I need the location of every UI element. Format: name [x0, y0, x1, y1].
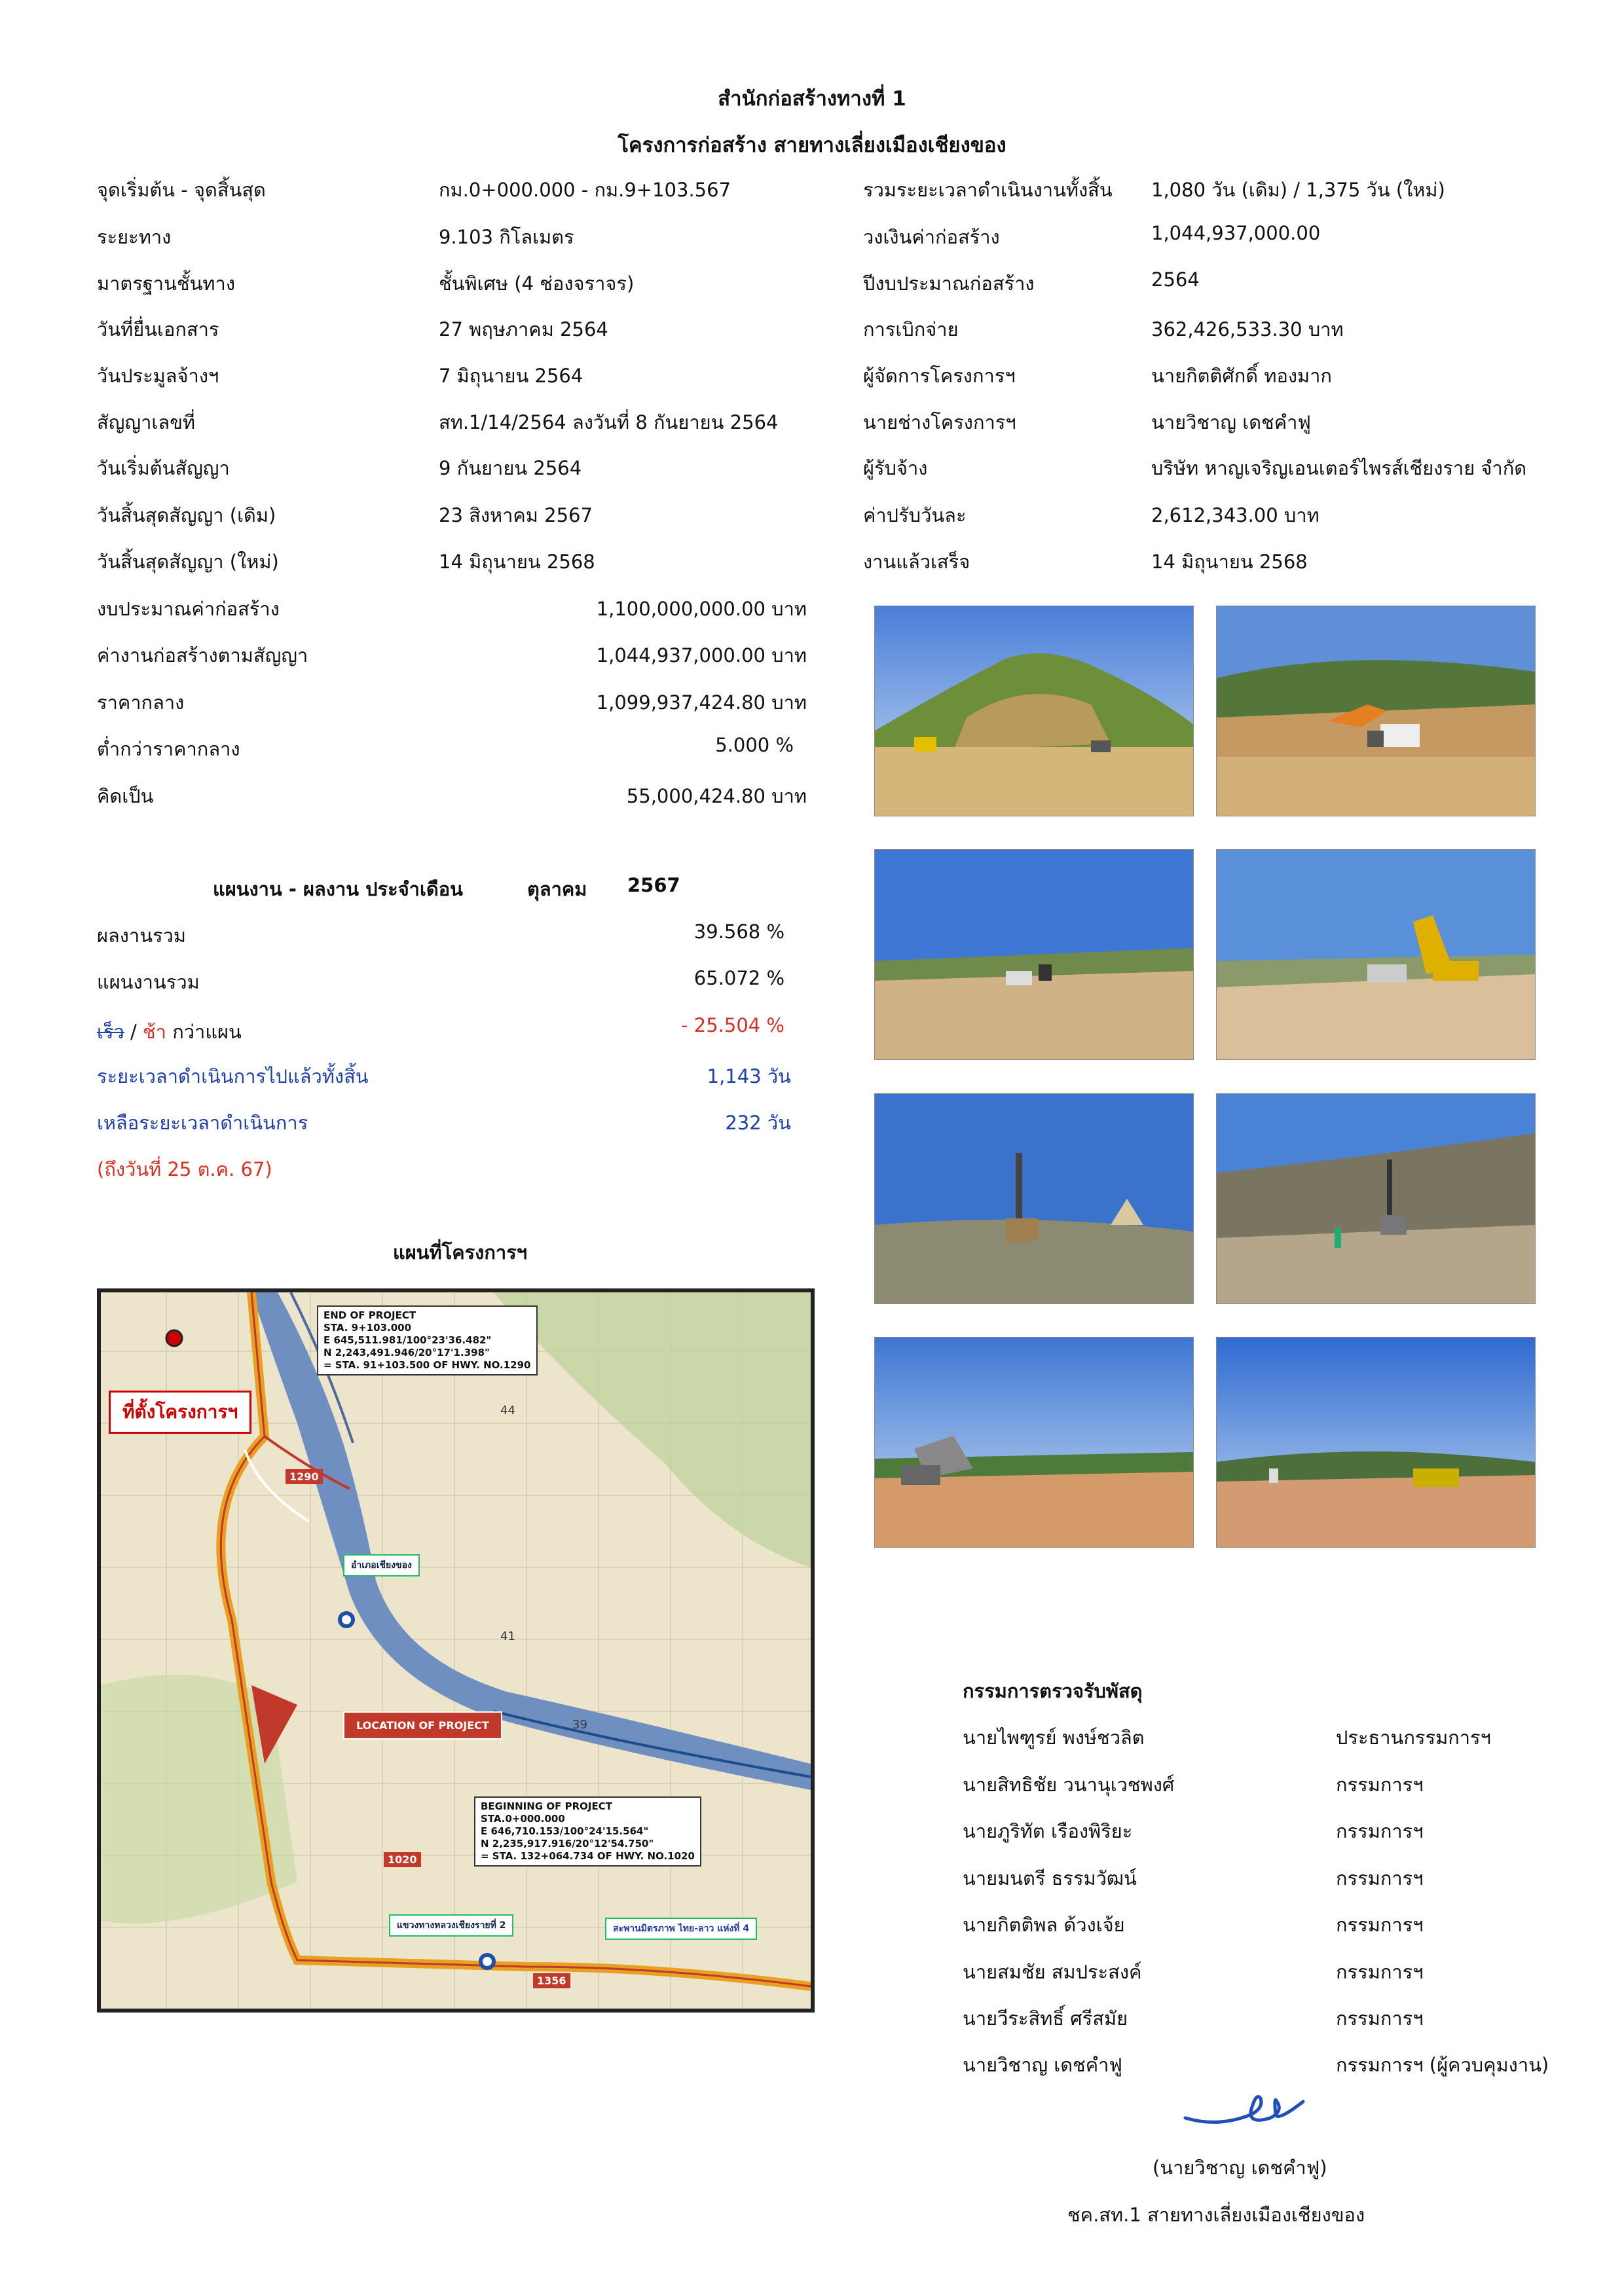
signature-scribble [1179, 2092, 1310, 2138]
budget-label: ค่างานก่อสร้างตามสัญญา [97, 644, 308, 666]
grid-number: 44 [500, 1404, 515, 1417]
info-value: 14 มิถุนายน 2568 [439, 551, 595, 573]
committee-member-name: นายไพฑูรย์ พงษ์ชวลิต [963, 1726, 1145, 1749]
info-value: 2564 [1151, 268, 1200, 291]
budget-value: 1,044,937,000.00 บาท [596, 644, 807, 666]
committee-member-name: นายภูริทัต เรืองพิริยะ [963, 1820, 1133, 1842]
committee-member-role: กรรมการฯ (ผู้ควบคุมงาน) [1336, 2054, 1549, 2076]
road-number-1290: 1290 [286, 1469, 323, 1484]
construction-photo [1216, 1337, 1536, 1548]
bridge-label: สะพานมิตรภาพ ไทย-ลาว แห่งที่ 4 [605, 1918, 757, 1940]
progress-year: 2567 [627, 874, 680, 896]
info-value: นายวิชาญ เดชคำฟู [1151, 411, 1311, 433]
committee-member-role: กรรมการฯ [1336, 1961, 1424, 1983]
construction-photo [874, 606, 1194, 816]
budget-label: ต่ำกว่าราคากลาง [97, 738, 240, 760]
budget-value: 55,000,424.80 บาท [626, 785, 807, 807]
info-label: ค่าปรับวันละ [863, 504, 967, 526]
info-label: ระยะทาง [97, 226, 172, 248]
construction-photo [1216, 1093, 1536, 1304]
committee-member-role: กรรมการฯ [1336, 1774, 1424, 1796]
construction-photo [874, 1337, 1194, 1548]
committee-member-role: กรรมการฯ [1336, 1820, 1424, 1842]
project-title: โครงการก่อสร้าง สายทางเลี่ยงเมืองเชียงของ [618, 134, 1006, 157]
committee-member-name: นายสมชัย สมประสงค์ [963, 1961, 1142, 1983]
project-map [97, 1288, 815, 2013]
info-label: สัญญาเลขที่ [97, 411, 196, 433]
district-label: อำเภอเชียงของ [343, 1554, 420, 1576]
committee-member-role: ประธานกรรมการฯ [1336, 1726, 1491, 1749]
budget-label: ราคากลาง [97, 691, 185, 714]
signature-position: ชค.สท.1 สายทางเลี่ยงเมืองเชียงของ [1067, 2204, 1365, 2226]
info-value: นายกิตติศักดิ์ ทองมาก [1151, 365, 1332, 387]
info-value: 1,044,937,000.00 [1151, 222, 1321, 244]
signature-name: (นายวิชาญ เดชคำฟู) [1153, 2157, 1327, 2179]
committee-member-role: กรรมการฯ [1336, 1867, 1424, 1889]
plan-progress-value: 65.072 % [693, 967, 784, 989]
committee-member-name: นายกิตติพล ด้วงเจ้ย [963, 1914, 1125, 1936]
info-label: วันประมูลจ้างฯ [97, 365, 219, 387]
than-plan-word: กว่าแผน [172, 1021, 242, 1043]
elapsed-label: ระยะเวลาดำเนินการไปแล้วทั้งสิ้น [97, 1065, 369, 1087]
info-value: 7 มิถุนายน 2564 [439, 365, 583, 387]
budget-label: คิดเป็น [97, 785, 154, 807]
construction-photo [1216, 606, 1536, 816]
committee-member-name: นายวีระสิทธิ์ ศรีสมัย [963, 2007, 1128, 2030]
info-label: ปีงบประมาณก่อสร้าง [863, 272, 1035, 295]
actual-progress-value: 39.568 % [693, 920, 784, 943]
beginning-of-project-callout: BEGINNING OF PROJECT STA.0+000.000 E 646,710.153/100°24'15.564" N 2,235,917.916/20°12'54.750" = STA. 132+064.734 OF HWY. NO.1020 [474, 1796, 701, 1867]
info-value: 9 กันยายน 2564 [439, 457, 582, 479]
construction-photo [874, 849, 1194, 1060]
location-of-project-label: LOCATION OF PROJECT [343, 1711, 502, 1740]
budget-value: 5.000 % [715, 734, 794, 756]
info-value: ชั้นพิเศษ (4 ช่องจราจร) [439, 272, 635, 295]
progress-title: แผนงาน - ผลงาน ประจำเดือน [213, 878, 463, 900]
fast-word: เร็ว [97, 1021, 124, 1043]
actual-progress-label: ผลงานรวม [97, 924, 187, 947]
info-value: บริษัท หาญเจริญเอนเตอร์ไพรส์เชียงราย จำกัด [1151, 457, 1527, 479]
grid-number: 41 [500, 1630, 515, 1643]
remaining-value: 232 วัน [725, 1112, 791, 1134]
remaining-label: เหลือระยะเวลาดำเนินการ [97, 1112, 308, 1134]
info-value: 23 สิงหาคม 2567 [439, 504, 593, 526]
construction-photo [1216, 849, 1536, 1060]
info-label: วันเริ่มต้นสัญญา [97, 457, 230, 479]
construction-photo [874, 1093, 1194, 1304]
as-of-date: (ถึงวันที่ 25 ต.ค. 67) [97, 1158, 272, 1180]
committee-member-role: กรรมการฯ [1336, 1914, 1424, 1936]
info-value: สท.1/14/2564 ลงวันที่ 8 กันยายน 2564 [439, 411, 779, 433]
road-number-1356: 1356 [533, 1973, 570, 1988]
budget-value: 1,099,937,424.80 บาท [596, 691, 807, 714]
info-value: 1,080 วัน (เดิม) / 1,375 วัน (ใหม่) [1151, 179, 1445, 201]
committee-member-name: นายมนตรี ธรรมวัฒน์ [963, 1867, 1137, 1889]
info-value: 27 พฤษภาคม 2564 [439, 318, 608, 340]
slow-word: ช้า [143, 1021, 166, 1043]
info-value: 9.103 กิโลเมตร [439, 226, 574, 248]
info-label: วันสิ้นสุดสัญญา (ใหม่) [97, 551, 279, 573]
info-label: วันที่ยื่นเอกสาร [97, 318, 219, 340]
info-label: จุดเริ่มต้น - จุดสิ้นสุด [97, 179, 266, 201]
committee-member-role: กรรมการฯ [1336, 2007, 1424, 2030]
fast-slow-label [97, 1017, 242, 1047]
office-title: สำนักก่อสร้างทางที่ 1 [718, 87, 906, 111]
progress-month: ตุลาคม [527, 878, 587, 900]
info-value: 14 มิถุนายน 2568 [1151, 551, 1308, 573]
plan-progress-label: แผนงานรวม [97, 971, 200, 993]
committee-title: กรรมการตรวจรับพัสดุ [963, 1680, 1143, 1702]
budget-label: งบประมาณค่าก่อสร้าง [97, 598, 280, 620]
info-label: รวมระยะเวลาดำเนินงานทั้งสิ้น [863, 179, 1113, 201]
highway-office-label: แขวงทางหลวงเชียงรายที่ 2 [389, 1914, 513, 1937]
info-label: นายช่างโครงการฯ [863, 411, 1016, 433]
info-label: งานแล้วเสร็จ [863, 551, 970, 573]
info-value: กม.0+000.000 - กม.9+103.567 [439, 179, 731, 201]
info-label: ผู้รับจ้าง [863, 457, 928, 479]
info-value: 2,612,343.00 บาท [1151, 504, 1320, 526]
grid-number: 39 [572, 1718, 587, 1732]
committee-member-name: นายวิชาญ เดชคำฟู [963, 2054, 1122, 2076]
committee-member-name: นายสิทธิชัย วนานุเวชพงศ์ [963, 1774, 1175, 1796]
map-title: แผนที่โครงการฯ [393, 1241, 528, 1264]
info-label: มาตรฐานชั้นทาง [97, 272, 235, 295]
elapsed-value: 1,143 วัน [707, 1065, 791, 1087]
difference-value: - 25.504 % [681, 1014, 784, 1036]
budget-value: 1,100,000,000.00 บาท [596, 598, 807, 620]
road-number-1020: 1020 [384, 1852, 421, 1867]
project-site-label: ที่ตั้งโครงการฯ [109, 1391, 251, 1434]
info-label: ผู้จัดการโครงการฯ [863, 365, 1016, 387]
info-label: วงเงินค่าก่อสร้าง [863, 226, 1000, 248]
info-label: การเบิกจ่าย [863, 318, 959, 340]
info-value: 362,426,533.30 บาท [1151, 318, 1344, 340]
slash: / [130, 1021, 137, 1043]
end-of-project-callout: END OF PROJECT STA. 9+103.000 E 645,511.981/100°23'36.482" N 2,243,491.946/20°17'1.398" = STA. 91+103.500 OF HWY. NO.1290 [317, 1305, 538, 1376]
info-label: วันสิ้นสุดสัญญา (เดิม) [97, 504, 276, 526]
